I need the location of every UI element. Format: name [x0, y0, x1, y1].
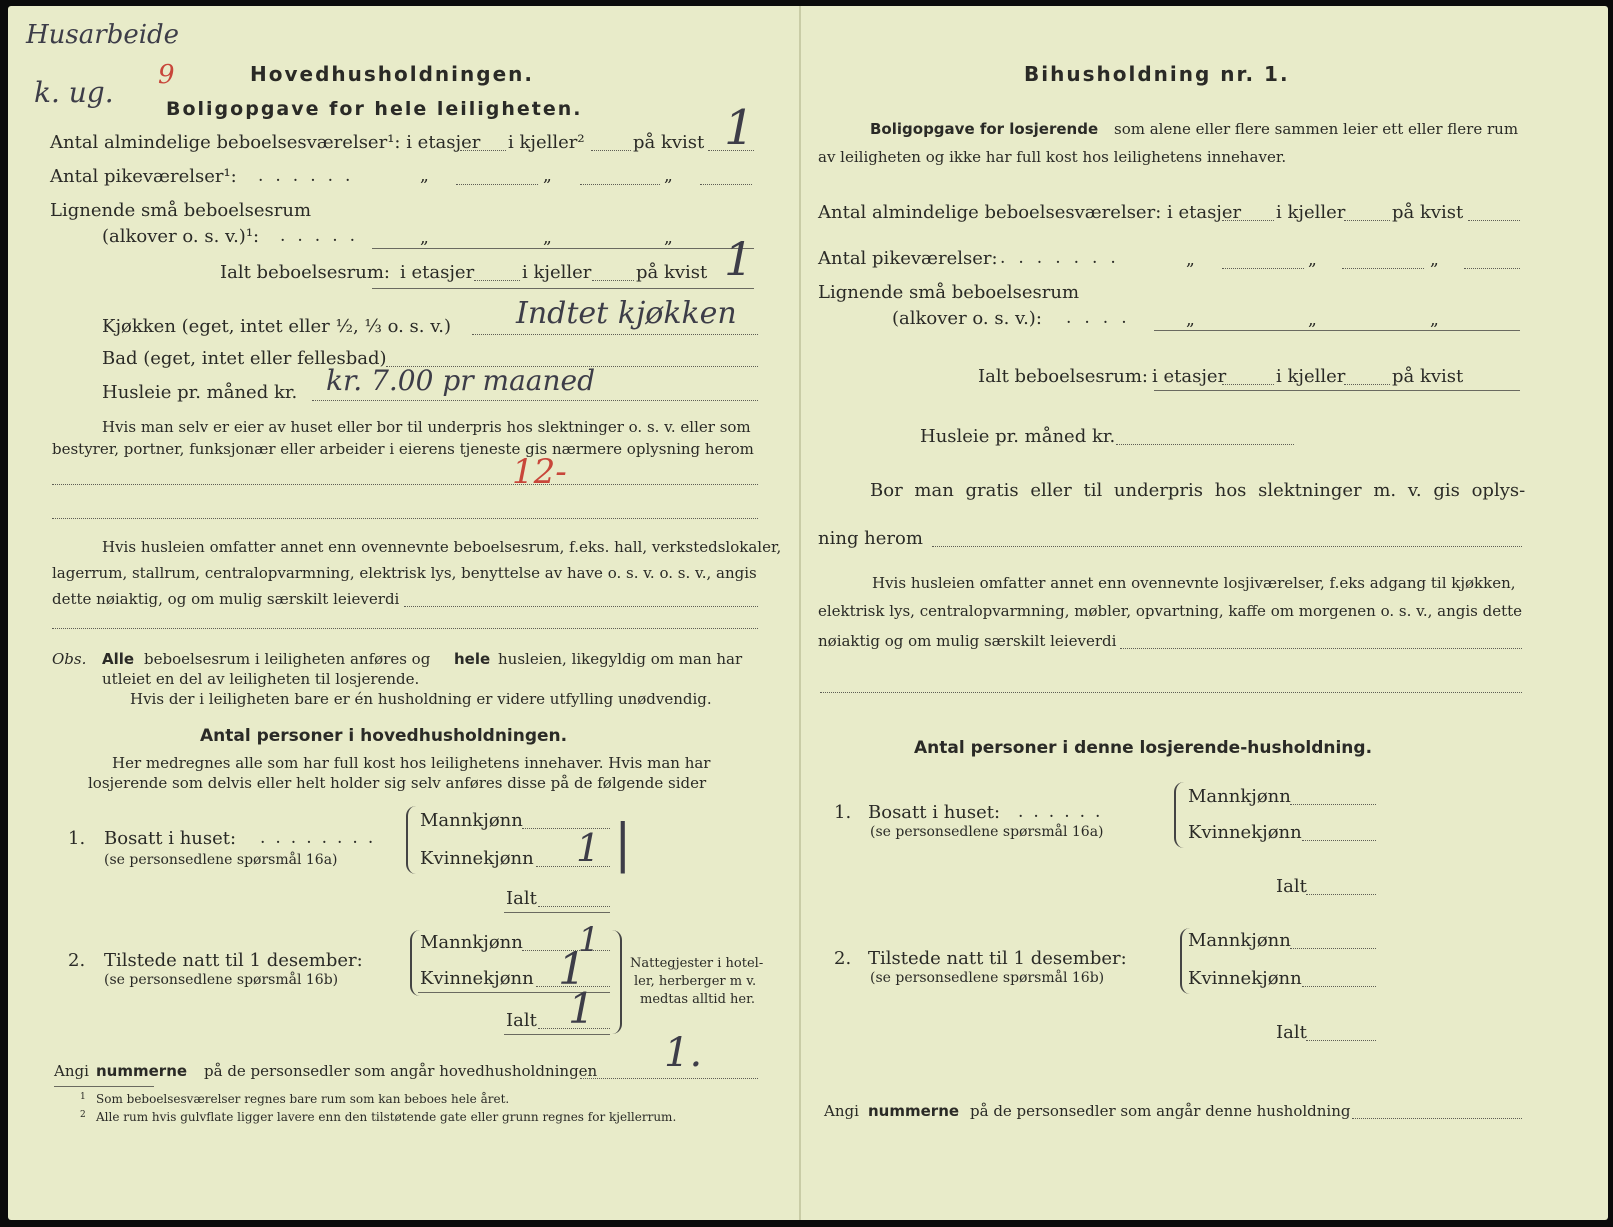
left-q2-number: 2. — [68, 950, 86, 971]
right-includes-field-2[interactable] — [820, 692, 1522, 693]
left-total-handwritten: 1 — [724, 232, 754, 286]
left-includes-note-2: lagerrum, stallrum, centralopvarmning, elektrisk lys, benyttelse av have o. s. v. o. s. v., angis — [52, 564, 757, 582]
left-q1-total-rule — [504, 912, 610, 913]
right-q2-female-field[interactable] — [1302, 986, 1376, 987]
left-q1-female: Kvinnekjønn — [420, 848, 534, 869]
left-q1-check-mark: | — [614, 814, 632, 874]
right-q1-female: Kvinnekjønn — [1188, 822, 1302, 843]
left-includes-field-2[interactable] — [52, 628, 758, 629]
left-q1-leader: ........ — [260, 828, 384, 848]
left-total-kjeller-field[interactable] — [592, 280, 634, 281]
left-total-underline — [372, 288, 754, 289]
right-row1-kvist: på kvist — [1392, 202, 1464, 223]
right-row2-leader: ....... — [1000, 248, 1129, 268]
left-row3-ditto-2: „ — [543, 228, 552, 248]
left-row1-kjeller-field[interactable] — [591, 150, 631, 151]
left-row3-underline — [372, 248, 754, 249]
left-night-note-3: medtas alltid her. — [640, 992, 756, 1007]
left-q1-sub: (se personsedlene spørsmål 16a) — [104, 852, 338, 868]
right-numbers-label-a: Angi — [824, 1102, 859, 1120]
right-total-underline — [1154, 390, 1520, 391]
left-q2-female-handwritten: 1 — [558, 944, 586, 995]
right-intro-2: av leiligheten og ikke har full kost hos leilighetens innehaver. — [818, 148, 1287, 166]
right-row2-ditto-1: „ — [1186, 250, 1195, 270]
right-total-etasjer-field[interactable] — [1222, 384, 1274, 385]
right-intro-bold: Boligopgave for losjerende — [870, 120, 1099, 138]
left-row2-kvist-field[interactable] — [700, 184, 752, 185]
left-row1-label: Antal almindelige beboelsesværelser¹: i etasjer — [50, 132, 481, 153]
right-q1-label: Bosatt i huset: — [868, 802, 1001, 823]
left-row1-handwritten: 1 — [724, 100, 755, 156]
left-numbers-handwritten: 1. — [664, 1030, 703, 1076]
left-persons-note-1: Her medregnes alle som har full kost hos leilighetens innehaver. Hvis man har — [112, 754, 711, 772]
left-q1-total-field[interactable] — [538, 906, 610, 907]
left-owner-note-1: Hvis man selv er eier av huset eller bor til underpris hos slektninger o. s. v. eller som — [102, 418, 751, 436]
left-night-note-1: Nattegjester i hotel- — [630, 956, 764, 971]
left-night-note-2: ler, herberger m v. — [634, 974, 757, 989]
right-total-kjeller: i kjeller — [1276, 366, 1346, 387]
left-owner-field-1[interactable] — [52, 484, 758, 485]
left-row3-label-1: Lignende små beboelsesrum — [50, 200, 312, 221]
left-q2-total-handwritten: 1 — [568, 984, 595, 1033]
right-persons-title: Antal personer i denne losjerende-husholdning. — [914, 738, 1373, 758]
left-kitchen-label: Kjøkken (eget, intet eller ½, ⅓ o. s. v.) — [102, 316, 451, 337]
right-gratis-2: ning herom — [818, 528, 923, 549]
right-total-etasjer: i etasjer — [1152, 366, 1227, 387]
left-rent-red-handwritten: 12- — [512, 452, 567, 492]
right-row3-ditto-3: „ — [1430, 310, 1439, 330]
right-q1-total: Ialt — [1276, 876, 1307, 897]
right-row1-kjeller-field[interactable] — [1344, 220, 1390, 221]
right-rent-field[interactable] — [1116, 444, 1294, 445]
left-row2-etasjer-field[interactable] — [456, 184, 538, 185]
left-row2-ditto-3: „ — [664, 166, 673, 186]
left-total-label: Ialt beboelsesrum: — [220, 262, 390, 283]
left-persons-note-2: losjerende som delvis eller helt holder sig selv anføres disse på de følgende sider — [88, 774, 707, 792]
right-q1-total-field[interactable] — [1306, 894, 1376, 895]
right-row2-ditto-2: „ — [1308, 250, 1317, 270]
left-owner-note-2: bestyrer, portner, funksjonær eller arbeider i eierens tjeneste gis nærmere oplysning herom — [52, 440, 754, 458]
right-row2-kjeller-field[interactable] — [1342, 268, 1424, 269]
right-gratis-1: Bor man gratis eller til underpris hos slektninger m. v. gis oplys- — [870, 480, 1526, 501]
page-fold — [799, 6, 801, 1220]
right-includes-field-1[interactable] — [1120, 648, 1522, 649]
right-row3-label-1: Lignende små beboelsesrum — [818, 282, 1080, 303]
left-title: Hovedhusholdningen. — [250, 62, 534, 86]
right-q2-total: Ialt — [1276, 1022, 1307, 1043]
left-q2-brace — [410, 930, 420, 996]
right-row1-etasjer-field[interactable] — [1222, 220, 1274, 221]
left-q1-total: Ialt — [506, 888, 537, 909]
right-q2-female: Kvinnekjønn — [1188, 968, 1302, 989]
left-q1-male: Mannkjønn — [420, 810, 523, 831]
right-total-kjeller-field[interactable] — [1344, 384, 1390, 385]
right-includes-1: Hvis husleien omfatter annet enn ovennevnte losjiværelser, f.eks adgang til kjøkken, — [872, 574, 1516, 592]
left-persons-title: Antal personer i hovedhusholdningen. — [200, 726, 568, 746]
left-q1-brace — [406, 806, 416, 874]
right-rent-label: Husleie pr. måned kr. — [920, 426, 1116, 447]
left-obs-line-1d: husleien, likegyldig om man har — [498, 650, 743, 668]
left-row2-leader: ...... — [258, 166, 363, 186]
right-row3-leader: .... — [1066, 308, 1140, 328]
left-obs-hele: hele — [454, 650, 491, 668]
footnote-2: Alle rum hvis gulvflate ligger lavere enn den tilstøtende gate eller grunn regnes for kjellerrum. — [96, 1110, 677, 1124]
right-includes-2: elektrisk lys, centralopvarmning, møbler, opvartning, kaffe om morgenen o. s. v., angis dette — [818, 602, 1523, 620]
right-row2-etasjer-field[interactable] — [1222, 268, 1304, 269]
annotation-husarbeide: Husarbeide — [26, 20, 180, 50]
right-row1-kjeller: i kjeller — [1276, 202, 1346, 223]
left-row1-kvist: på kvist — [633, 132, 705, 153]
left-q2-label: Tilstede natt til 1 desember: — [104, 950, 363, 971]
left-q2-right-brace — [612, 930, 622, 1034]
left-obs-line-3: Hvis der i leiligheten bare er én husholdning er videre utfylling unødvendig. — [130, 690, 712, 708]
left-obs-line-1b: beboelsesrum i leiligheten anføres og — [144, 650, 431, 668]
right-total-label: Ialt beboelsesrum: — [978, 366, 1148, 387]
right-q2-sub: (se personsedlene spørsmål 16b) — [870, 970, 1105, 986]
left-rent-field[interactable] — [312, 400, 758, 401]
left-includes-note-3: dette nøiaktig, og om mulig særskilt leieverdi — [52, 590, 400, 608]
left-includes-note-1: Hvis husleien omfatter annet enn ovennevnte beboelsesrum, f.eks. hall, verkstedslokaler, — [102, 538, 782, 556]
right-includes-3: nøiaktig og om mulig særskilt leieverdi — [818, 632, 1117, 650]
right-q1-sub: (se personsedlene spørsmål 16a) — [870, 824, 1104, 840]
left-total-kvist: på kvist — [636, 262, 708, 283]
right-q1-number: 1. — [834, 802, 852, 823]
left-bath-label: Bad (eget, intet eller fellesbad) — [102, 348, 387, 369]
right-title: Bihusholdning nr. 1. — [1024, 62, 1290, 86]
left-numbers-label-c: på de personsedler som angår hovedhusholdningen — [204, 1062, 598, 1080]
left-numbers-label-a: Angi — [54, 1062, 89, 1080]
left-q2-male: Mannkjønn — [420, 932, 523, 953]
left-owner-field-2[interactable] — [52, 518, 758, 519]
left-q1-female-handwritten: 1 — [576, 826, 601, 870]
left-row3-ditto-3: „ — [664, 228, 673, 248]
left-total-kjeller: i kjeller — [522, 262, 592, 283]
left-row3-ditto-1: „ — [420, 228, 429, 248]
annotation-number: 9 — [158, 60, 175, 90]
right-q1-male: Mannkjønn — [1188, 786, 1291, 807]
left-rent-handwritten: kr. 7.00 pr maaned — [326, 364, 595, 397]
left-rent-label: Husleie pr. måned kr. — [102, 382, 298, 403]
right-numbers-field[interactable] — [1352, 1118, 1522, 1119]
right-q2-male: Mannkjønn — [1188, 930, 1291, 951]
left-includes-field-1[interactable] — [404, 606, 758, 607]
left-row1-etasjer-field[interactable] — [460, 150, 506, 151]
footnote-2-number: 2 — [80, 1110, 86, 1120]
right-row2-kvist-field[interactable] — [1464, 268, 1520, 269]
left-row3-leader: ..... — [280, 226, 368, 246]
left-numbers-field[interactable] — [580, 1078, 758, 1079]
left-kitchen-handwritten: Indtet kjøkken — [516, 296, 737, 331]
right-gratis-field[interactable] — [932, 546, 1522, 547]
right-q2-total-field[interactable] — [1306, 1040, 1376, 1041]
right-q1-brace — [1174, 782, 1184, 848]
footnote-1-number: 1 — [80, 1092, 86, 1102]
left-q1-number: 1. — [68, 828, 86, 849]
right-intro-1: som alene eller flere sammen leier ett eller flere rum — [1114, 120, 1519, 138]
left-q2-female: Kvinnekjønn — [420, 968, 534, 989]
right-numbers-label-c: på de personsedler som angår denne husholdning — [970, 1102, 1351, 1120]
right-q1-male-field[interactable] — [1290, 804, 1376, 805]
left-row2-kjeller-field[interactable] — [580, 184, 660, 185]
left-obs-line-2: utleiet en del av leiligheten til losjerende. — [102, 670, 420, 688]
right-row1-label: Antal almindelige beboelsesværelser: i etasjer — [818, 202, 1242, 223]
left-row1-kjeller: i kjeller² — [508, 132, 585, 153]
footnote-1: Som beboelsesværelser regnes bare rum som kan beboes hele året. — [96, 1092, 510, 1106]
right-q2-male-field[interactable] — [1290, 948, 1376, 949]
left-numbers-label-b: nummerne — [96, 1062, 188, 1080]
left-total-etasjer-field[interactable] — [474, 280, 520, 281]
left-q1-label: Bosatt i huset: — [104, 828, 237, 849]
annotation-k-ug: k. ug. — [34, 76, 114, 109]
right-q2-label: Tilstede natt til 1 desember: — [868, 948, 1127, 969]
right-row2-ditto-3: „ — [1430, 250, 1439, 270]
footnote-separator — [54, 1086, 154, 1087]
left-row2-ditto-2: „ — [543, 166, 552, 186]
right-total-kvist: på kvist — [1392, 366, 1464, 387]
left-row2-ditto-1: „ — [420, 166, 429, 186]
right-row2-label: Antal pikeværelser: — [818, 248, 998, 269]
right-q1-leader: ...... — [1018, 802, 1111, 822]
left-obs-alle: Alle — [102, 650, 135, 668]
right-q2-number: 2. — [834, 948, 852, 969]
right-row3-underline — [1154, 330, 1520, 331]
left-kitchen-field[interactable] — [472, 334, 758, 335]
left-total-etasjer: i etasjer — [400, 262, 475, 283]
right-q1-female-field[interactable] — [1302, 840, 1376, 841]
left-row3-label-2: (alkover o. s. v.)¹: — [102, 226, 260, 247]
left-obs-label: Obs. — [52, 650, 87, 668]
right-row3-label-2: (alkover o. s. v.): — [892, 308, 1042, 329]
right-row1-kvist-field[interactable] — [1468, 220, 1520, 221]
right-numbers-label-b: nummerne — [868, 1102, 960, 1120]
left-q2-male-handwritten: 1 — [578, 920, 600, 960]
left-q2-sub: (se personsedlene spørsmål 16b) — [104, 972, 339, 988]
census-form-sheet — [8, 6, 1608, 1220]
left-q2-total: Ialt — [506, 1010, 537, 1031]
right-row3-ditto-2: „ — [1308, 310, 1317, 330]
right-row3-ditto-1: „ — [1186, 310, 1195, 330]
left-q2-total-rule — [504, 1034, 610, 1035]
left-row2-label: Antal pikeværelser¹: — [50, 166, 237, 187]
left-subtitle: Boligopgave for hele leiligheten. — [166, 98, 583, 120]
